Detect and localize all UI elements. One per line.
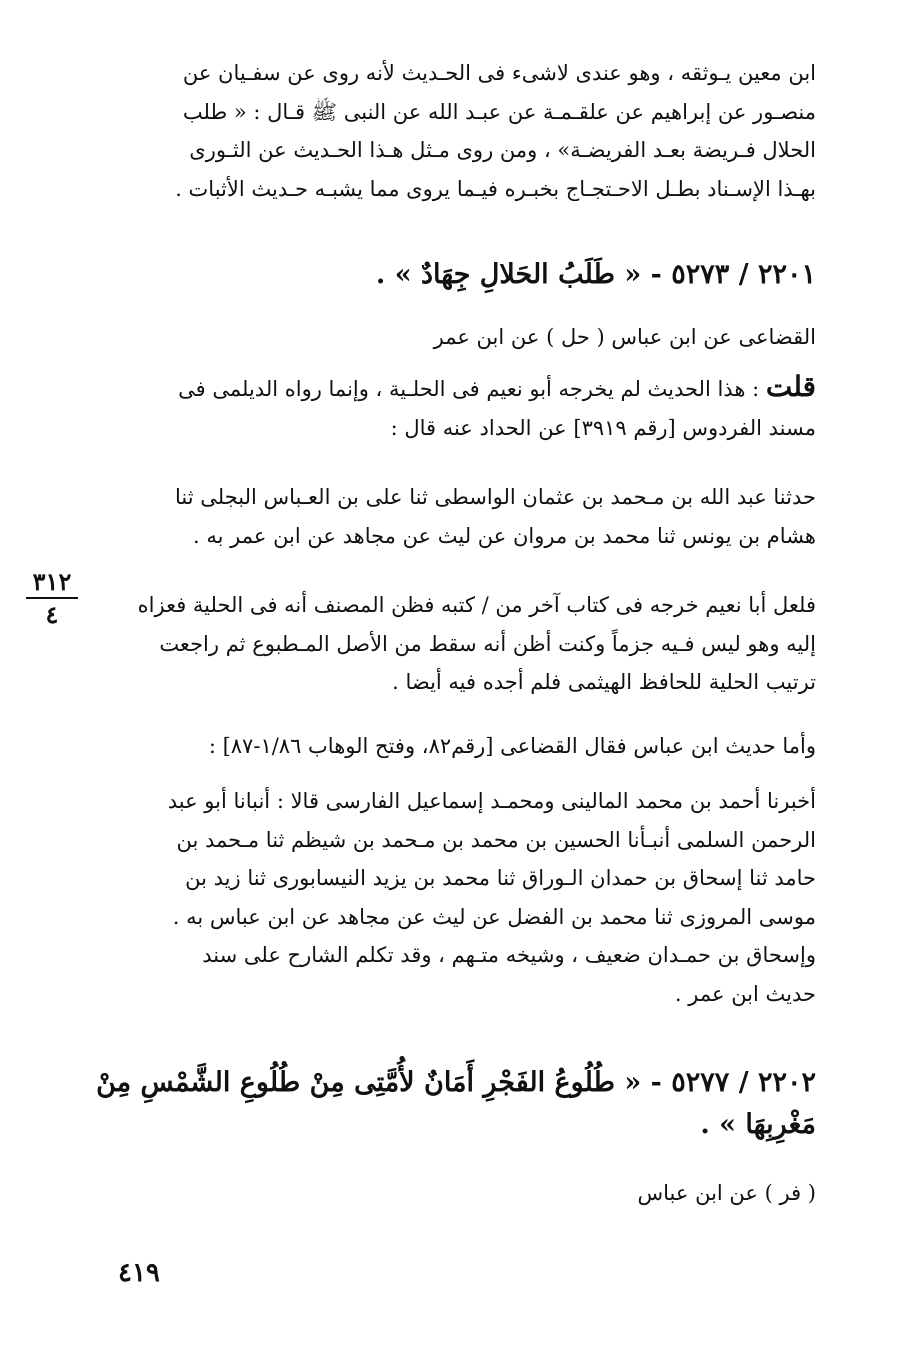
note-paragraph — [104, 586, 816, 702]
ibn-abbas-intro — [104, 727, 816, 766]
qult-label: قلت — [765, 370, 816, 403]
entry-2200-tail — [104, 54, 816, 208]
hadith-2201-text: ٢٢٠١ / ٥٢٧٣ - « طَلَبُ الحَلالِ جِهَادٌ » . — [375, 259, 816, 290]
isnad-ibn-umar — [104, 478, 816, 555]
margin-reference-denominator: ٤ — [45, 600, 59, 629]
margin-page-reference — [22, 567, 82, 629]
text-line: وإسحاق بن حمـدان ضعيف ، وشيخه متـهم ، وقد تكلم الشارح على سند — [202, 943, 816, 967]
source-text: ( فر ) عن ابن عباس — [637, 1181, 816, 1205]
text-line: الحلال فـريضة بعـد الفريضـة» ، ومن روى مـثل هـذا الحـديث عن الثـورى — [189, 138, 816, 162]
text-line: بهـذا الإسـناد بطـل الاحـتجـاج بخبـره فيـما يروى مما يشبـه حـديث الأثبات . — [175, 176, 816, 201]
hadith-2202-line: مَغْرِبِهَا » . — [700, 1109, 816, 1140]
text-line: الرحمن السلمى أنبـأنا الحسين بن محمد بن مـحمد بن شيظم ثنا مـحمد بن — [176, 827, 816, 852]
text-line: مسند الفردوس [رقم ٣٩١٩] عن الحداد عنه قال : — [390, 415, 816, 440]
margin-reference-numerator: ٣١٢ — [32, 567, 72, 596]
text-line: حديث ابن عمر . — [674, 981, 816, 1006]
text-line: موسى المروزى ثنا محمد بن الفضل عن ليث عن مجاهد عن ابن عباس به . — [172, 904, 816, 929]
text-line: حدثنا عبد الله بن مـحمد بن عثمان الواسطى ثنا على بن العـباس البجلى ثنا — [175, 485, 816, 509]
text-line: حامد ثنا إسحاق بن حمدان الـوراق ثنا محمد بن يزيد النيسابورى ثنا زيد بن — [185, 866, 816, 890]
qult-commentary — [104, 368, 816, 447]
text-line: هشام بن يونس ثنا محمد بن مروان عن ليث عن مجاهد عن ابن عمر به . — [193, 523, 816, 548]
text-line: ترتيب الحلية للحافظ الهيثمى فلم أجده فيه أيضا . — [392, 670, 816, 694]
text-line: أخبرنا أحمد بن محمد المالينى ومحمـد إسماعيل الفارسى قالا : أنبانا أبو عبد — [167, 789, 816, 813]
text-line: ابن معين يـوثقه ، وهو عندى لاشىء فى الحـديث لأنه روى عن سفـيان عن — [182, 61, 816, 85]
hadith-2201-heading — [104, 254, 816, 296]
hadith-2202-heading — [96, 1062, 816, 1146]
qult-line-1 — [104, 368, 816, 409]
source-text: القضاعى عن ابن عباس ( حل ) عن ابن عمر — [433, 325, 816, 349]
text-line: إليه وهو ليس فـيه جزماً وكنت أظن أنه سقط من الأصل المـطبوع ثم راجعت — [159, 631, 816, 656]
hadith-2202-line: ٢٢٠٢ / ٥٢٧٧ - « طُلُوعُ الفَجْرِ أَمَانٌ لأُمَّتِى مِنْ طُلُوعِ الشَّمْسِ مِنْ — [96, 1067, 816, 1098]
text-line: : هذا الحديث لم يخرجه أبو نعيم فى الحلـية ، وإنما رواه الديلمى فى — [178, 377, 760, 401]
text-line: فلعل أبا نعيم خرجه فى كتاب آخر من / كتبه فظن المصنف أنه فى الحلية فعزاه — [137, 593, 816, 617]
ibn-abbas-isnad — [104, 782, 816, 1013]
hadith-2201-source — [104, 318, 816, 356]
text-line: منصـور عن إبراهيم عن علقـمـة عن عبـد الله عن النبى ﷺ قـال : « طلب — [182, 99, 816, 124]
hadith-2202-source — [104, 1174, 816, 1212]
text-line: وأما حديث ابن عباس فقال القضاعى [رقم٨٢، وفتح الوهاب ١/٨٦-٨٧] : — [208, 734, 816, 758]
page-number: ٤١٩ — [118, 1258, 160, 1288]
